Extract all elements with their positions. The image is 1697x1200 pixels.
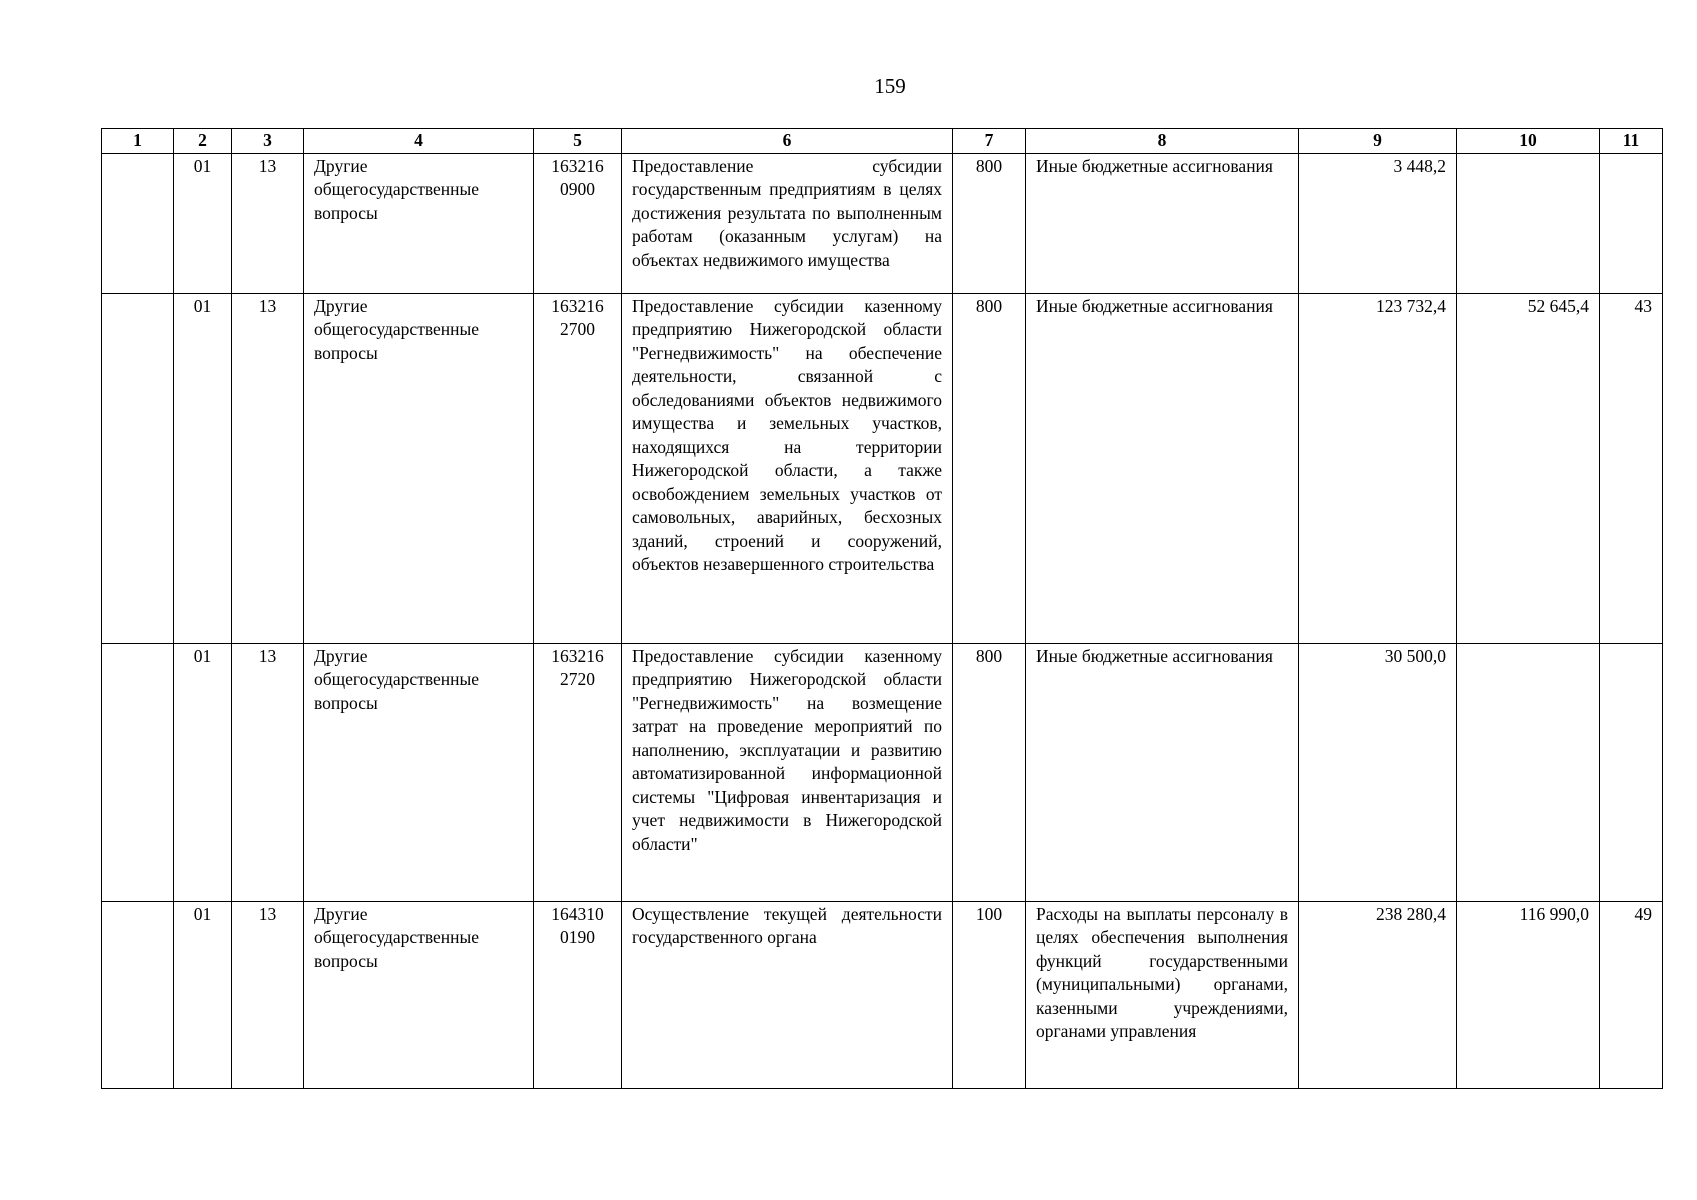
cell-amount-secondary [1457, 643, 1600, 901]
cell-subsection: 13 [232, 901, 304, 1088]
header-col-9: 9 [1299, 129, 1457, 154]
cell-expense-type: 800 [953, 293, 1026, 643]
cell-expense-type-name: Иные бюджетные ассигнования [1026, 293, 1299, 643]
cell-subsection: 13 [232, 643, 304, 901]
header-col-8: 8 [1026, 129, 1299, 154]
cell-description: Предоставление субсидии казенному предприятию Нижегородской области "Регнедвижимость" на возмещение затрат на проведение мероприятий по наполнению, эксплуатации и развитию автоматизированной информационной системы "Цифровая инвентаризация и учет недвижимости в Нижегородской области" [622, 643, 953, 901]
cell-description: Предоставление субсидии казенному предприятию Нижегородской области "Регнедвижимость" на обеспечение деятельности, связанной с обследованиями объектов недвижимого имущества и земельных участков, находящихся на территории Нижегородской области, а также освобождением земельных участков от самовольных, аварийных, бесхозных зданий, строений и сооружений, объектов незавершенного строительства [622, 293, 953, 643]
cell-expense-type: 100 [953, 901, 1026, 1088]
cell-section: 01 [174, 153, 232, 293]
header-col-3: 3 [232, 129, 304, 154]
cell-percent [1600, 153, 1663, 293]
cell-section: 01 [174, 643, 232, 901]
header-col-7: 7 [953, 129, 1026, 154]
table-row [102, 293, 1663, 643]
cell-section-name: Другие общегосударственные вопросы [304, 643, 534, 901]
cell-col-1 [102, 643, 174, 901]
page-number: 159 [874, 74, 906, 98]
cell-col-1 [102, 293, 174, 643]
cell-amount: 3 448,2 [1299, 153, 1457, 293]
cell-amount-secondary: 52 645,4 [1457, 293, 1600, 643]
cell-section-name: Другие общегосударственные вопросы [304, 901, 534, 1088]
header-col-1: 1 [102, 129, 174, 154]
cell-section: 01 [174, 901, 232, 1088]
header-col-10: 10 [1457, 129, 1600, 154]
table-row [102, 901, 1663, 1088]
header-col-5: 5 [534, 129, 622, 154]
cell-expense-type: 800 [953, 153, 1026, 293]
cell-section: 01 [174, 293, 232, 643]
cell-expense-type: 800 [953, 643, 1026, 901]
cell-percent [1600, 643, 1663, 901]
header-col-4: 4 [304, 129, 534, 154]
cell-description: Предоставление субсидии государственным предприятиям в целях достижения результата по выполненным работам (оказанным услугам) на объектах недвижимого имущества [622, 153, 953, 293]
budget-table [101, 128, 1663, 1089]
cell-subsection: 13 [232, 293, 304, 643]
cell-section-name: Другие общегосударственные вопросы [304, 153, 534, 293]
cell-expense-type-name: Расходы на выплаты персоналу в целях обеспечения выполнения функций государственными (муниципальными) органами, казенными учреждениями, органами управления [1026, 901, 1299, 1088]
cell-target-code: 163216 2720 [534, 643, 622, 901]
cell-amount: 123 732,4 [1299, 293, 1457, 643]
cell-amount: 238 280,4 [1299, 901, 1457, 1088]
cell-subsection: 13 [232, 153, 304, 293]
cell-expense-type-name: Иные бюджетные ассигнования [1026, 153, 1299, 293]
header-row [102, 129, 1663, 154]
header-col-2: 2 [174, 129, 232, 154]
table-row [102, 153, 1663, 293]
cell-amount-secondary: 116 990,0 [1457, 901, 1600, 1088]
cell-description: Осуществление текущей деятельности государственного органа [622, 901, 953, 1088]
table-row [102, 643, 1663, 901]
cell-percent: 49 [1600, 901, 1663, 1088]
cell-amount-secondary [1457, 153, 1600, 293]
cell-col-1 [102, 901, 174, 1088]
header-col-6: 6 [622, 129, 953, 154]
cell-section-name: Другие общегосударственные вопросы [304, 293, 534, 643]
cell-target-code: 163216 0900 [534, 153, 622, 293]
cell-percent: 43 [1600, 293, 1663, 643]
cell-target-code: 163216 2700 [534, 293, 622, 643]
cell-col-1 [102, 153, 174, 293]
cell-amount: 30 500,0 [1299, 643, 1457, 901]
cell-target-code: 164310 0190 [534, 901, 622, 1088]
cell-expense-type-name: Иные бюджетные ассигнования [1026, 643, 1299, 901]
header-col-11: 11 [1600, 129, 1663, 154]
